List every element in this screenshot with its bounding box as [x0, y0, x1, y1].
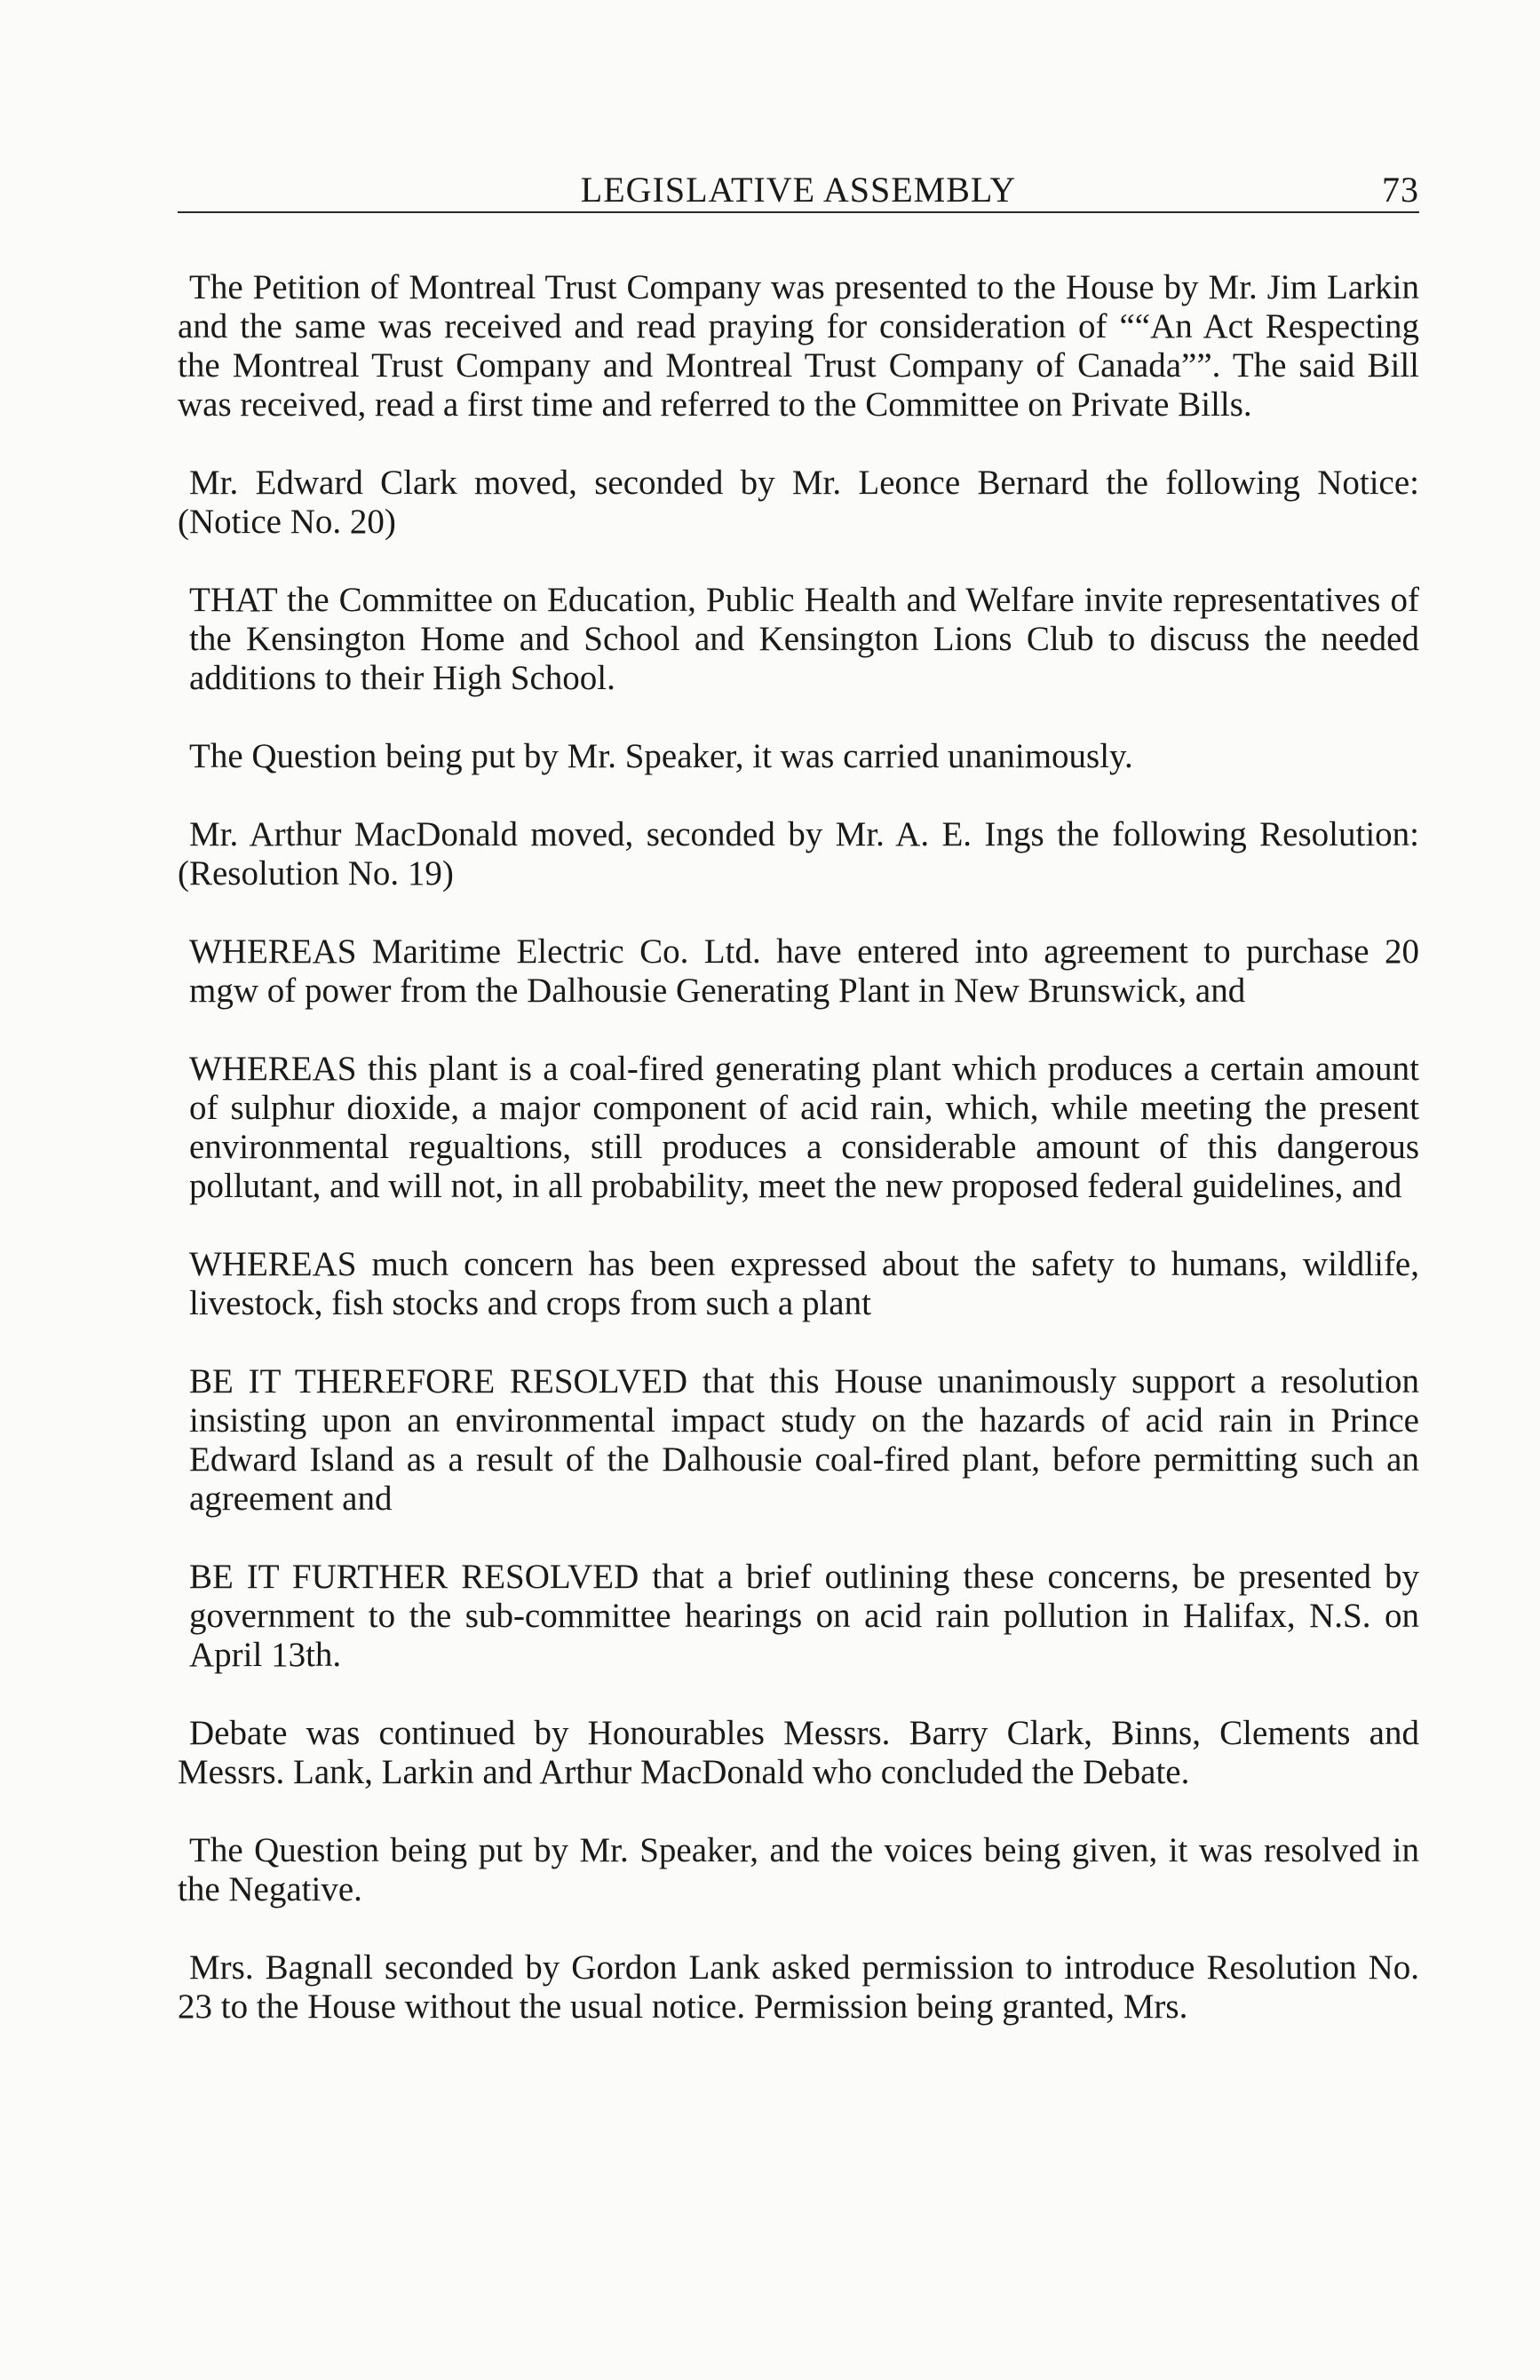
paragraph-resolution-motion: Mr. Arthur MacDonald moved, seconded by Mr. A. E. Ings the following Resolution: (Resolution No. 19)	[178, 815, 1419, 892]
header-rule	[178, 211, 1419, 213]
page-number: 73	[1382, 170, 1419, 210]
paragraph-question-negative: The Question being put by Mr. Speaker, and the voices being given, it was resolved in the Negative.	[178, 1831, 1419, 1908]
paragraph-notice-text: THAT the Committee on Education, Public Health and Welfare invite representatives of the Kensington Home and School and Kensington Lions Club to discuss the needed additions to their High School.	[189, 581, 1419, 697]
paragraph-whereas-1: WHEREAS Maritime Electric Co. Ltd. have entered into agreement to purchase 20 mgw of power from the Dalhousie Generating Plant in New Brunswick, and	[189, 932, 1419, 1010]
paragraph-resolved-1: BE IT THEREFORE RESOLVED that this House unanimously support a resolution insisting upon an environmental impact study on the hazards of acid rain in Prince Edward Island as a result of the Dalhousie coal-fired plant, before permitting such an agreement and	[189, 1362, 1419, 1518]
document-page	[178, 153, 1419, 2066]
running-header	[178, 153, 1419, 210]
paragraph-notice-motion: Mr. Edward Clark moved, seconded by Mr. Leonce Bernard the following Notice: (Notice No. 20)	[178, 464, 1419, 541]
paragraph-petition: The Petition of Montreal Trust Company was presented to the House by Mr. Jim Larkin and the same was received and read praying for consideration of ““An Act Respecting the Montreal Trust Company and Montreal Trust Company of Canada””. The said Bill was received, read a first time and referred to the Committee on Private Bills.	[178, 268, 1419, 424]
paragraph-whereas-2: WHEREAS this plant is a coal-fired generating plant which produces a certain amount of sulphur dioxide, a major component of acid rain, which, while meeting the present environmental regualtions, still produces a considerable amount of this dangerous pollutant, and will not, in all probability, meet the new proposed federal guidelines, and	[189, 1050, 1419, 1205]
paragraph-question-carried: The Question being put by Mr. Speaker, it was carried unanimously.	[189, 737, 1133, 775]
running-title: LEGISLATIVE ASSEMBLY	[580, 170, 1017, 210]
paragraph-whereas-3: WHEREAS much concern has been expressed about the safety to humans, wildlife, livestock, fish stocks and crops from such a plant	[189, 1245, 1419, 1322]
paragraph-debate: Debate was continued by Honourables Messrs. Barry Clark, Binns, Clements and Messrs. Lank, Larkin and Arthur MacDonald who concluded the Debate.	[178, 1714, 1419, 1791]
paragraph-resolved-2: BE IT FURTHER RESOLVED that a brief outlining these concerns, be presented by government to the sub-committee hearings on acid rain pollution in Halifax, N.S. on April 13th.	[189, 1558, 1419, 1674]
paragraph-permission: Mrs. Bagnall seconded by Gordon Lank asked permission to introduce Resolution No. 23 to the House without the usual notice. Permission being granted, Mrs.	[178, 1948, 1419, 2026]
